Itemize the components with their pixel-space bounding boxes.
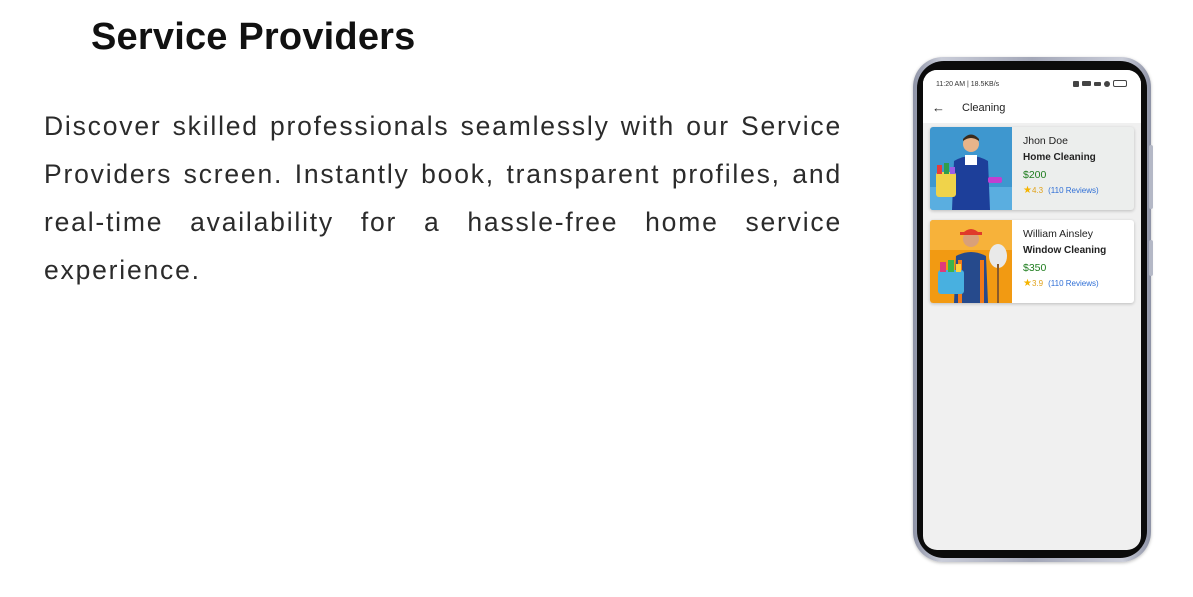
provider-service: Home Cleaning: [1023, 152, 1096, 163]
phone-power-button: [1149, 240, 1153, 276]
provider-price: $200: [1023, 169, 1047, 181]
app-bar: [923, 98, 1141, 123]
description-text: Discover skilled professionals seamlessly with our Service Providers screen. Instantly book, transparent profiles, and real-time availability for a hassle-free home service experience.: [44, 111, 842, 285]
battery-icon: [1113, 80, 1127, 87]
provider-price: $350: [1023, 262, 1047, 274]
provider-card[interactable]: [930, 127, 1134, 210]
sim-icon: [1073, 81, 1079, 87]
provider-rating: [1023, 278, 1106, 289]
provider-card[interactable]: [930, 220, 1134, 303]
star-icon: ★: [1023, 185, 1032, 196]
signal-icon: [1082, 81, 1091, 86]
provider-rating: [1023, 185, 1099, 196]
phone-volume-button: [1149, 145, 1153, 209]
provider-name: William Ainsley: [1023, 228, 1094, 240]
page-title: Service Providers: [91, 16, 416, 58]
provider-info: [1023, 135, 1099, 196]
provider-service: Window Cleaning: [1023, 245, 1107, 256]
phone-screen: [923, 70, 1141, 550]
appbar-title: Cleaning: [962, 102, 1006, 114]
status-text: 11:20 AM | 18.5KB/s: [936, 81, 1000, 88]
reviews-link[interactable]: (110 Reviews): [1048, 186, 1099, 195]
rating-value: 4.3: [1031, 186, 1044, 195]
rating-value: 3.9: [1031, 279, 1044, 288]
reviews-link[interactable]: (110 Reviews): [1048, 279, 1099, 288]
status-icons: [1073, 80, 1127, 87]
provider-name: Jhon Doe: [1023, 135, 1068, 147]
provider-photo: [930, 220, 1012, 303]
provider-info: [1023, 228, 1106, 289]
wifi-icon: [1104, 81, 1110, 87]
signal2-icon: [1094, 82, 1101, 86]
arrow-left-icon[interactable]: ←: [932, 100, 945, 115]
provider-photo: [930, 127, 1012, 210]
status-bar: [923, 70, 1141, 98]
star-icon: ★: [1023, 278, 1032, 289]
